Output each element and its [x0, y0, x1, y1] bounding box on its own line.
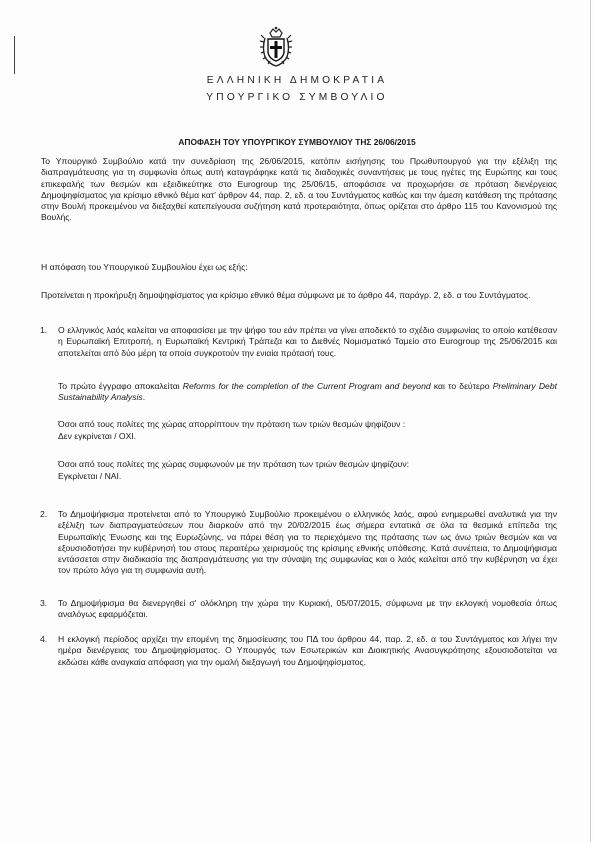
doc-prefix: Το πρώτο έγγραφο αποκαλείται — [58, 381, 183, 391]
page-title: ΑΠΟΦΑΣΗ ΤΟΥ ΥΠΟΥΡΓΙΚΟΥ ΣΥΜΒΟΥΛΙΟΥ ΤΗΣ 26/06/2015 — [178, 137, 416, 147]
doc-end: . — [142, 392, 146, 403]
item-1-text: Ο ελληνικός λαός καλείται να αποφασίσει με την ψήφο του εάν πρέπει να γίνει αποδεκτό το σχέδιο συμφωνίας το οποίο κατέθεσαν η Ευρωπαϊκή Επιτροπή, η Ευρωπαϊκή Κεντρική Τράπεζα και το Διεθνές Νομισματικό Ταμείο στο Eurogroup της 25/06/2015 και αποτελείται από δύο μέρη τα οποία συγκροτούν την ενιαία πρότασή τους. — [58, 325, 557, 358]
greek-coat-of-arms-icon — [256, 24, 296, 70]
accept-answer: Εγκρίνεται / ΝΑΙ. — [58, 471, 122, 481]
doc-2-title: Preliminary Debt Sustainability Analysis — [58, 381, 557, 403]
item-1-number: 1. — [40, 325, 48, 335]
proposal-paragraph: Προτείνεται η προκήρυξη δημοψηφίσματος για κρίσιμο εθνικό θέμα σύμφωνα με το άρθρο 44, παράγρ. 2, εδ. α του Συντάγματος. — [41, 290, 531, 300]
reject-answer: Δεν εγκρίνεται / ΟΧΙ. — [58, 431, 137, 441]
item-2-number: 2. — [40, 509, 48, 519]
header-line-2: ΥΠΟΥΡΓΙΚΟ ΣΥΜΒΟΥΛΙΟ — [206, 92, 388, 103]
doc-1-title: Reforms for the completion of the Current Program and beyond — [182, 381, 431, 391]
header-line-1: ΕΛΛΗΝΙΚΗ ΔΗΜΟΚΡΑΤΙΑ — [206, 75, 388, 86]
item-4-text: Η εκλογική περίοδος αρχίζει την επομένη της δημοσίευσης του ΠΔ του άρθρου 44, παρ. 2, εδ. α του Συντάγματος και λήγει την ημέρα διενέργειας του Δημοψηφίσματος. Ο Υπουργός των Εσωτερικών και Διοικητικής Ανασυγκρότησης εξουσιοδοτείται να εκδώσει κάθε αναγκαία απόφαση για την ομαλή διεξαγωγή του Δημοψηφίσματος. — [58, 634, 557, 667]
reject-question: Όσοι από τους πολίτες της χώρας απορρίπτουν την πρόταση των τριών θεσμών ψηφίζουν : — [58, 419, 406, 429]
item-1-documents — [58, 381, 557, 404]
page-edge — [590, 0, 591, 842]
item-4-number: 4. — [40, 634, 48, 644]
accept-question: Όσοι από τους πολίτες της χώρας συμφωνούν με την πρόταση των τριών θεσμών ψηφίζουν: — [58, 459, 410, 469]
doc-mid: και το δεύτερο — [430, 381, 493, 391]
margin-mark — [14, 36, 15, 74]
intro-paragraph: Το Υπουργικό Συμβούλιο κατά την συνεδρίαση της 26/06/2015, κατόπιν εισήγησης του Πρωθυπουργού για την εξέλιξη της διαπραγμάτευσης για τη συμφωνία όπως αυτή καταγράφηκε κατά τις διαδοχικές συναντήσεις με τους ηγέτες της Ευρώπης και τους επικεφαλής των θεσμών και εξειδικεύτηκε στο Eurogroup της 25/06/15, αποφάσισε να προχωρήσει σε πρόταση διενέργειας Δημοψηφίσματος για κρίσιμο εθνικό θέμα κατ' άρθρον 44, παρ. 2, εδ. α του Συντάγματος καθώς και την άμεση κατάθεση της πρότασης στην Βουλή προκειμένου να διεξαχθεί κατεπείγουσα συζήτηση κατά προτεραιότητα, όπως ορίζεται στο άρθρο 115 του Κανονισμού της Βουλής. — [41, 156, 557, 223]
item-2-text: Το Δημοψήφισμα προτείνεται από το Υπουργικό Συμβούλιο προκειμένου ο ελληνικός λαός, αφού ενημερωθεί αναλυτικά για την εξέλιξη των διαπραγματεύσεων που διαρκούν από την 20/02/2015 έως σήμερα εντατικά σε όλα τα θεσμικά επίπεδα της Ευρωπαϊκής Ένωσης και της Ευρωζώνης, να πάρει θέση για το περιεχόμενο της πρότασης των ως άνω τριών θεσμών και να εξουσιοδοτήσει την κυβέρνησή του στους περαιτέρω χειρισμούς της κρίσιμης εθνικής υπόθεσης. Κατά συνέπεια, το Δημοψήφισμα εντάσσεται στην διαδικασία της διαπραγμάτευσης για την σύναψη της συμφωνίας και ο λαός καλείται από την κυβέρνηση να έχει τον πρώτο λόγο για τη συμφωνία αυτή. — [58, 509, 557, 576]
decision-intro: Η απόφαση του Υπουργικού Συμβουλίου έχει ως εξής: — [41, 262, 248, 272]
item-3-text: Το Δημοψήφισμα θα διενεργηθεί σ' ολόκληρη την χώρα την Κυριακή, 05/07/2015, σύμφωνα με την εκλογική νομοθεσία όπως αναλόγως εφαρμόζεται. — [58, 598, 557, 620]
item-3-number: 3. — [40, 598, 48, 608]
